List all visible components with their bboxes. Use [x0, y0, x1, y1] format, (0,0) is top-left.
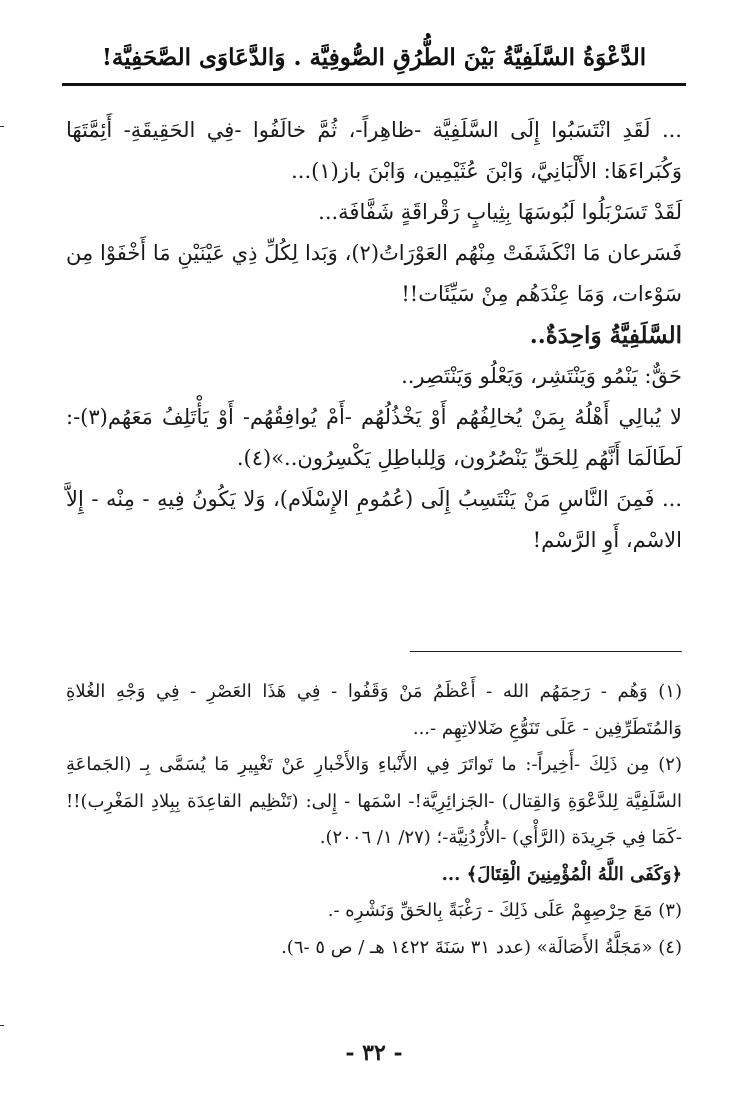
footnote-3: (٣) مَعَ حِرْصِهِمْ عَلَى ذَلِكَ - رَغْبَةً بِالحَقِّ وَنَشْرِه -.	[327, 900, 682, 921]
footnote-4: (٤) «مَجَلَّةُ الأَصَالَة» (عدد ٣١ سَنَةَ ١٤٢٢ هـ / ص ٥ -٦).	[281, 936, 682, 958]
paragraph-4: السَّلَفِيَّةُ وَاحِدَةٌ..	[529, 322, 682, 349]
paragraph-7: ... فَمِنَ النَّاسِ مَنْ يَنْتَسِبُ إِلَى (عُمُومِ الإِسْلَام)، وَلا يَكُونُ فِيهِ - مِنْه - إِلاَّ الاسْم، أَوِ الرَّسْم!	[66, 487, 682, 552]
footnote-1: (١) وَهُم - رَحِمَهُم الله - أَعْظَمُ مَنْ وَقَفُوا - فِي هَذَا العَصْرِ - فِي وَجْهِ الغُلاةِ وَالمُتَطَرِّفِين - عَلَى تَنَوُّعِ ضَلالاتِهِم -...	[66, 681, 682, 739]
running-header: الدَّعْوَةُ السَّلَفِيَّةُ بَيْنَ الطُّرُقِ الصُّوفِيَّة . وَالدَّعَاوَى الصَّحَفِيَّة!	[101, 44, 647, 71]
paragraph-5: حَقٌّ: يَنْمُو وَيَنْتَشِر، وَيَعْلُو وَيَنْتَصِر..	[401, 364, 682, 388]
page-number: - ٣٢ -	[345, 1040, 403, 1066]
scan-edge-mark	[0, 126, 4, 127]
main-text	[66, 110, 682, 561]
paragraph-1: ... لَقَدِ انْتَسَبُوا إِلَى السَّلَفِيَّة -ظاهِراً-، ثُمَّ خالَفُوا -فِي الحَقِيقَةِ- أَئِمَّتَهَا وَكُبَراءَهَا: الأَلْبَانِيَّ، وَابْنَ عُثَيْمِين، وَابْنَ باز(١)...	[66, 118, 682, 183]
header-divider	[62, 83, 686, 86]
paragraph-3: فَسَرعان مَا انْكَشَفَتْ مِنْهُم العَوْرَاتُ(٢)، وَبَدا لِكُلِّ ذِي عَيْنَيْنِ مَا أَخْفَوْا مِن سَوْءات، وَمَا عِنْدَهُم مِنْ سَيِّئَات!!	[66, 241, 682, 306]
footnote-divider	[410, 651, 682, 652]
footnote-2: (٢) مِن ذَلِكَ -أَخِيراً-: ما تَواتَرَ فِي الأَنْباءِ وَالأَخْبارِ عَنْ تَغْيِيرِ مَا يُسَمَّى بِـ (الجَماعَةِ السَّلَفِيَّة لِلدَّعْوَةِ وَالقِتال) -الجَزائِرِيَّة!- اسْمَها - إِلى: (تَنْظِيم القاعِدَة بِبِلادِ المَغْرِب)!! -كَمَا فِي جَرِيدَة (الرَّأْي) -الأُرْدُنِيَّة-؛ (٢٧/ ١/ ٢٠٠٦).	[66, 754, 682, 848]
scan-edge-mark	[0, 1025, 4, 1026]
paragraph-2: لَقَدْ تَسَرْبَلُوا لَبُوسَهَا بِثِيابٍ رَقْراقَةٍ شَفَّافَة...	[318, 200, 682, 224]
footnotes	[66, 674, 682, 966]
paragraph-6: لا يُبالِي أَهْلُهُ بِمَنْ يُخالِفُهُم أَوْ يَخْذُلُهُم -أَمْ يُوافِقُهُم- أَوْ يَأْتَلِفُ مَعَهُم(٣)-: لَطَالَمَا أَنَّهُم لِلحَقِّ يَنْصُرُون، وَلِلباطِلِ يَكْسِرُون..»(٤).	[66, 405, 682, 470]
footnote-2-quote: ﴿وَكَفَى اللَّهُ الْمُؤْمِنِينَ الْقِتَالَ﴾ ...	[441, 863, 682, 885]
